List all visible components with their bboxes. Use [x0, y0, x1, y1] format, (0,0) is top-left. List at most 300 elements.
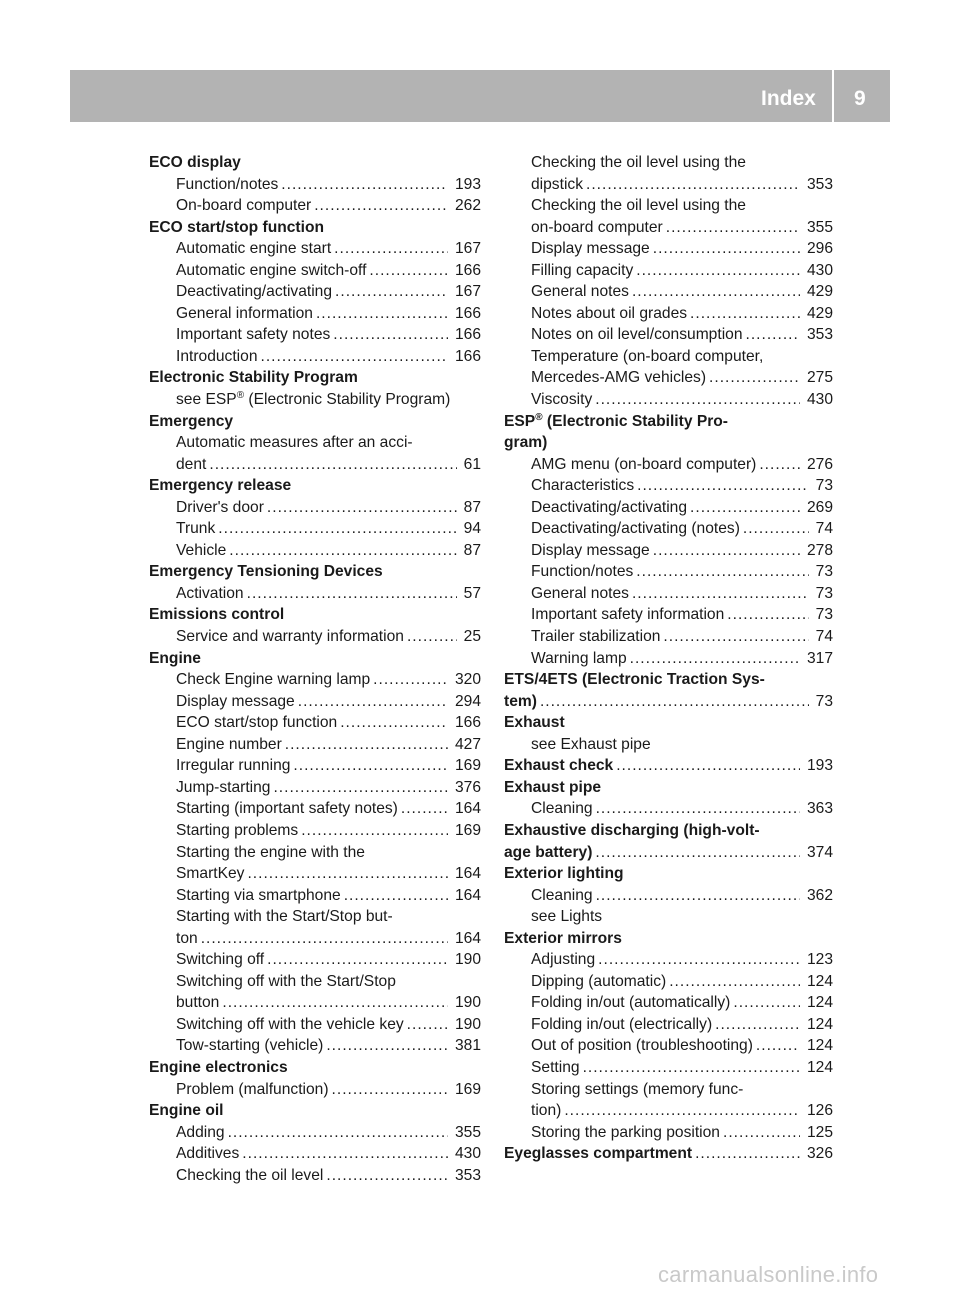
index-subentry	[149, 863, 481, 885]
entry-label: Characteristics	[531, 477, 635, 495]
entry-label: Trailer stabilization	[531, 628, 661, 646]
entry-label: Starting problems	[176, 821, 299, 839]
index-subentry	[149, 626, 481, 648]
page-reference: 164	[454, 929, 481, 947]
page-reference: 124	[806, 994, 833, 1012]
page-reference: 73	[815, 477, 833, 495]
dot-leader	[222, 992, 448, 1014]
dot-leader	[344, 885, 448, 907]
index-subentry	[149, 1165, 481, 1187]
entry-label: Deactivating/activating	[531, 498, 688, 516]
dot-leader	[369, 260, 448, 282]
dot-leader	[690, 497, 800, 519]
dot-leader	[598, 949, 800, 971]
entry-label: Trunk	[176, 520, 216, 538]
index-heading: Exhaust pipe	[504, 778, 602, 796]
entry-label: Introduction	[176, 347, 258, 365]
entry-label: button	[176, 994, 220, 1012]
page-reference: 94	[463, 520, 481, 538]
entry-label: Exhaust check	[504, 757, 614, 775]
page-reference: 125	[806, 1123, 833, 1141]
dot-leader	[298, 691, 448, 713]
dot-leader	[229, 540, 456, 562]
index-subentry	[149, 174, 481, 196]
entry-label: Dipping (automatic)	[531, 972, 667, 990]
dot-leader	[709, 367, 800, 389]
page-reference: 374	[806, 843, 833, 861]
index-heading: Exhaustive discharging (high-volt-	[504, 821, 760, 839]
page-reference: 166	[454, 714, 481, 732]
dot-leader	[326, 1035, 448, 1057]
index-heading: gram)	[504, 434, 548, 452]
index-subentry	[504, 1014, 833, 1036]
index-heading-entry	[504, 691, 833, 713]
index-heading: Exhaust	[504, 714, 565, 732]
dot-leader	[540, 691, 809, 713]
entry-label: dent	[176, 455, 207, 473]
page-reference: 190	[454, 951, 481, 969]
index-subentry	[149, 303, 481, 325]
entry-label: General information	[176, 304, 313, 322]
page-reference: 376	[454, 778, 481, 796]
index-subentry	[504, 174, 833, 196]
entry-label: Switching off	[176, 951, 265, 969]
index-subentry	[149, 324, 481, 346]
page-reference: 167	[454, 240, 481, 258]
index-subentry	[504, 583, 833, 605]
dot-leader	[653, 238, 800, 260]
index-subentry	[149, 928, 481, 950]
index-subentry-text: Checking the oil level using the	[531, 197, 746, 215]
entry-label: Starting via smartphone	[176, 886, 341, 904]
index-heading: Exterior mirrors	[504, 929, 622, 947]
page-reference: 326	[806, 1145, 833, 1163]
entry-label: Driver's door	[176, 498, 264, 516]
index-subentry	[504, 475, 833, 497]
index-heading: ECO start/stop function	[149, 218, 324, 236]
entry-label: Vehicle	[176, 541, 227, 559]
heading-part: (Electronic Stability Pro-	[542, 412, 729, 430]
page-reference: 164	[454, 865, 481, 883]
dot-leader	[242, 1143, 448, 1165]
page-reference: 25	[463, 628, 481, 646]
dot-leader	[340, 712, 448, 734]
entry-label: Service and warranty information	[176, 628, 404, 646]
page-reference: 166	[454, 347, 481, 365]
registered-mark: ®	[535, 411, 543, 423]
index-heading: ETS/4ETS (Electronic Traction Sys-	[504, 671, 765, 689]
entry-label: Notes on oil level/consumption	[531, 326, 743, 344]
dot-leader	[218, 518, 456, 540]
index-subentry	[149, 669, 481, 691]
entry-label: Adjusting	[531, 951, 596, 969]
page-reference: 166	[454, 304, 481, 322]
page-reference: 353	[454, 1166, 481, 1184]
page-reference: 73	[815, 692, 833, 710]
index-subentry	[504, 626, 833, 648]
entry-label: General notes	[531, 283, 629, 301]
index-subentry	[149, 755, 481, 777]
text-part: (Electronic Stability Program)	[244, 391, 451, 409]
page-reference: 190	[454, 994, 481, 1012]
dot-leader	[733, 992, 800, 1014]
page-reference: 190	[454, 1015, 481, 1033]
index-subentry	[504, 1035, 833, 1057]
page-reference: 164	[454, 800, 481, 818]
page-reference: 353	[806, 175, 833, 193]
index-subentry	[504, 324, 833, 346]
entry-label: General notes	[531, 584, 629, 602]
dot-leader	[746, 324, 800, 346]
entry-label: Tow-starting (vehicle)	[176, 1037, 324, 1055]
entry-label: Switching off with the vehicle key	[176, 1015, 404, 1033]
page-reference: 73	[815, 606, 833, 624]
page-reference: 74	[815, 520, 833, 538]
index-subentry	[149, 691, 481, 713]
entry-label: ton	[176, 929, 198, 947]
dot-leader	[401, 798, 448, 820]
dot-leader	[407, 626, 457, 648]
dot-leader	[586, 174, 800, 196]
index-heading: Emissions control	[149, 606, 285, 624]
page-reference: 355	[806, 218, 833, 236]
index-subentry	[149, 497, 481, 519]
entry-label: Mercedes-AMG vehicles)	[531, 369, 707, 387]
index-subentry	[149, 281, 481, 303]
dot-leader	[261, 346, 448, 368]
entry-label: Viscosity	[531, 391, 593, 409]
index-subentry	[149, 346, 481, 368]
entry-label: Starting (important safety notes)	[176, 800, 398, 818]
page-reference: 169	[454, 821, 481, 839]
page-reference: 124	[806, 1015, 833, 1033]
index-heading: Emergency release	[149, 477, 292, 495]
entry-label: Important safety information	[531, 606, 725, 624]
page-reference: 166	[454, 326, 481, 344]
entry-label: Warning lamp	[531, 649, 627, 667]
dot-leader	[316, 303, 448, 325]
dot-leader	[666, 217, 800, 239]
index-subentry	[504, 1100, 833, 1122]
index-subentry	[149, 260, 481, 282]
dot-leader	[314, 195, 448, 217]
dot-leader	[201, 928, 448, 950]
index-subentry	[504, 992, 833, 1014]
page-reference: 74	[815, 628, 833, 646]
dot-leader	[407, 1014, 448, 1036]
page-reference: 169	[454, 757, 481, 775]
dot-leader	[373, 669, 448, 691]
page-reference: 193	[454, 175, 481, 193]
dot-leader	[267, 497, 457, 519]
index-subentry	[504, 217, 833, 239]
index-subentry	[149, 1122, 481, 1144]
index-heading: Emergency	[149, 412, 234, 430]
dot-leader	[759, 454, 800, 476]
index-subentry-text: Starting with the Start/Stop but-	[176, 908, 393, 926]
dot-leader	[334, 238, 448, 260]
index-subentry	[149, 540, 481, 562]
entry-label: AMG menu (on-board computer)	[531, 455, 757, 473]
page-reference: 87	[463, 541, 481, 559]
index-subentry	[504, 518, 833, 540]
index-subentry	[504, 561, 833, 583]
heading-part: ESP	[504, 412, 536, 430]
index-subentry	[504, 367, 833, 389]
index-subentry	[504, 1122, 833, 1144]
dot-leader	[636, 561, 808, 583]
dot-leader	[596, 798, 800, 820]
index-heading: Emergency Tensioning Devices	[149, 563, 383, 581]
entry-label: Problem (malfunction)	[176, 1080, 329, 1098]
page-reference: 166	[454, 261, 481, 279]
page-reference: 269	[806, 498, 833, 516]
page-reference: 429	[806, 283, 833, 301]
dot-leader	[695, 1143, 800, 1165]
entry-label: Automatic engine start	[176, 240, 332, 258]
index-subentry	[504, 260, 833, 282]
dot-leader	[669, 971, 800, 993]
page-reference: 429	[806, 304, 833, 322]
dot-leader	[228, 1122, 448, 1144]
entry-label: On-board computer	[176, 197, 312, 215]
page-reference: 167	[454, 283, 481, 301]
index-subentry	[149, 712, 481, 734]
index-subentry	[504, 497, 833, 519]
index-subentry	[149, 454, 481, 476]
dot-leader	[293, 755, 448, 777]
page-reference: 169	[454, 1080, 481, 1098]
entry-label: Function/notes	[531, 563, 634, 581]
index-subentry	[149, 195, 481, 217]
dot-leader	[285, 734, 448, 756]
dot-leader	[332, 1079, 448, 1101]
dot-leader	[663, 626, 808, 648]
index-subentry	[504, 798, 833, 820]
entry-label: Adding	[176, 1123, 225, 1141]
index-subentry	[149, 1143, 481, 1165]
dot-leader	[595, 389, 800, 411]
entry-label: on-board computer	[531, 218, 663, 236]
index-subentry-text: Automatic measures after an acci-	[176, 434, 413, 452]
entry-label: Additives	[176, 1145, 240, 1163]
page-reference: 57	[463, 584, 481, 602]
page-reference: 362	[806, 886, 833, 904]
page-reference: 430	[806, 261, 833, 279]
page-reference: 363	[806, 800, 833, 818]
index-subentry	[149, 583, 481, 605]
entry-label: Display message	[531, 541, 650, 559]
index-heading: Engine oil	[149, 1102, 224, 1120]
page-reference: 317	[806, 649, 833, 667]
dot-leader	[616, 755, 800, 777]
index-subentry	[149, 1035, 481, 1057]
entry-label: tem)	[504, 692, 537, 710]
index-subentry	[504, 303, 833, 325]
index-heading-entry	[504, 842, 833, 864]
index-subentry-text: Starting the engine with the	[176, 843, 365, 861]
entry-label: tion)	[531, 1102, 562, 1120]
index-subentry	[149, 798, 481, 820]
index-subentry	[149, 1014, 481, 1036]
page-reference: 294	[454, 692, 481, 710]
page-reference: 124	[806, 1058, 833, 1076]
page-reference: 278	[806, 541, 833, 559]
entry-label: Jump-starting	[176, 778, 271, 796]
header-divider	[832, 70, 834, 122]
index-subentry	[149, 885, 481, 907]
dot-leader	[596, 885, 800, 907]
entry-label: Display message	[531, 240, 650, 258]
index-subentry	[149, 734, 481, 756]
entry-label: Setting	[531, 1058, 580, 1076]
page-reference: 73	[815, 584, 833, 602]
entry-label: Out of position (troubleshooting)	[531, 1037, 753, 1055]
index-heading-entry	[504, 755, 833, 777]
text-part: see ESP	[176, 391, 237, 409]
index-subentry	[149, 777, 481, 799]
page-reference: 126	[806, 1102, 833, 1120]
page-reference: 276	[806, 455, 833, 473]
index-heading-entry	[504, 1143, 833, 1165]
dot-leader	[301, 820, 448, 842]
index-subentry	[149, 992, 481, 1014]
index-subentry-text: see Exhaust pipe	[531, 735, 651, 753]
entry-label: Important safety notes	[176, 326, 331, 344]
page-reference: 296	[806, 240, 833, 258]
index-subentry	[504, 281, 833, 303]
dot-leader	[632, 281, 800, 303]
index-subentry	[149, 820, 481, 842]
registered-mark: ®	[236, 390, 245, 402]
watermark: carmanualsonline.info	[658, 1262, 879, 1287]
index-subentry-text: Storing settings (memory func-	[531, 1080, 744, 1098]
index-subentry	[149, 1079, 481, 1101]
section-title: Index	[761, 87, 816, 110]
index-heading: Engine	[149, 649, 201, 667]
dot-leader	[630, 648, 800, 670]
index-subentry	[504, 454, 833, 476]
entry-label: dipstick	[531, 175, 583, 193]
index-subentry	[504, 885, 833, 907]
entry-label: Storing the parking position	[531, 1123, 720, 1141]
dot-leader	[595, 842, 800, 864]
entry-label: Function/notes	[176, 175, 279, 193]
entry-label: Checking the oil level	[176, 1166, 324, 1184]
dot-leader	[743, 518, 809, 540]
index-subentry-text: Switching off with the Start/Stop	[176, 972, 396, 990]
page-reference: 262	[454, 197, 481, 215]
entry-label: Deactivating/activating (notes)	[531, 520, 740, 538]
index-subentry	[149, 518, 481, 540]
index-column-right	[504, 152, 833, 1165]
entry-label: SmartKey	[176, 865, 245, 883]
page-reference: 430	[806, 391, 833, 409]
entry-label: age battery)	[504, 843, 593, 861]
entry-label: Deactivating/activating	[176, 283, 333, 301]
index-heading: ECO display	[149, 154, 241, 171]
entry-label: Automatic engine switch-off	[176, 261, 367, 279]
page-reference: 353	[806, 326, 833, 344]
page-reference: 427	[454, 735, 481, 753]
entry-label: Display message	[176, 692, 295, 710]
dot-leader	[636, 260, 800, 282]
index-subentry	[504, 949, 833, 971]
index-subentry	[504, 971, 833, 993]
index-subentry	[504, 1057, 833, 1079]
entry-label: Cleaning	[531, 800, 593, 818]
dot-leader	[273, 777, 448, 799]
dot-leader	[756, 1035, 800, 1057]
dot-leader	[335, 281, 448, 303]
index-subentry	[504, 540, 833, 562]
page-reference: 61	[463, 455, 481, 473]
entry-label: Check Engine warning lamp	[176, 671, 371, 689]
dot-leader	[715, 1014, 800, 1036]
dot-leader	[632, 583, 809, 605]
page-reference: 73	[815, 563, 833, 581]
index-subentry-text: Temperature (on-board computer,	[531, 347, 764, 365]
index-subentry	[504, 648, 833, 670]
dot-leader	[727, 604, 808, 626]
dot-leader	[690, 303, 800, 325]
page-reference: 320	[454, 671, 481, 689]
index-heading	[504, 411, 833, 433]
index-subentry	[504, 604, 833, 626]
index-subentry-text: Checking the oil level using the	[531, 154, 746, 171]
dot-leader	[564, 1100, 800, 1122]
page-reference: 124	[806, 1037, 833, 1055]
index-subentry	[149, 238, 481, 260]
index-heading: Exterior lighting	[504, 865, 624, 883]
entry-label: Cleaning	[531, 886, 593, 904]
index-subentry	[504, 238, 833, 260]
index-subentry-text: see Lights	[531, 908, 603, 926]
dot-leader	[267, 949, 448, 971]
entry-label: Notes about oil grades	[531, 304, 688, 322]
dot-leader	[209, 454, 456, 476]
dot-leader	[723, 1122, 800, 1144]
index-column-left	[149, 152, 481, 1186]
page-reference: 123	[806, 951, 833, 969]
page-reference: 275	[806, 369, 833, 387]
index-subentry	[504, 389, 833, 411]
entry-label: Engine number	[176, 735, 282, 753]
page-number: 9	[854, 87, 866, 110]
index-heading: Engine electronics	[149, 1058, 288, 1076]
page-reference: 164	[454, 886, 481, 904]
index-heading: Electronic Stability Program	[149, 369, 358, 387]
page-reference: 430	[454, 1145, 481, 1163]
entry-label: Irregular running	[176, 757, 291, 775]
entry-label: Folding in/out (electrically)	[531, 1015, 713, 1033]
page-reference: 87	[463, 498, 481, 516]
dot-leader	[637, 475, 809, 497]
page-reference: 355	[454, 1123, 481, 1141]
dot-leader	[326, 1165, 448, 1187]
page-reference: 193	[806, 757, 833, 775]
entry-label: ECO start/stop function	[176, 714, 338, 732]
entry-label: Eyeglasses compartment	[504, 1145, 693, 1163]
entry-label: Filling capacity	[531, 261, 634, 279]
dot-leader	[583, 1057, 800, 1079]
index-subentry-text	[149, 389, 481, 411]
page-reference: 124	[806, 972, 833, 990]
dot-leader	[333, 324, 448, 346]
page-reference: 381	[454, 1037, 481, 1055]
dot-leader	[247, 583, 457, 605]
entry-label: Folding in/out (automatically)	[531, 994, 731, 1012]
